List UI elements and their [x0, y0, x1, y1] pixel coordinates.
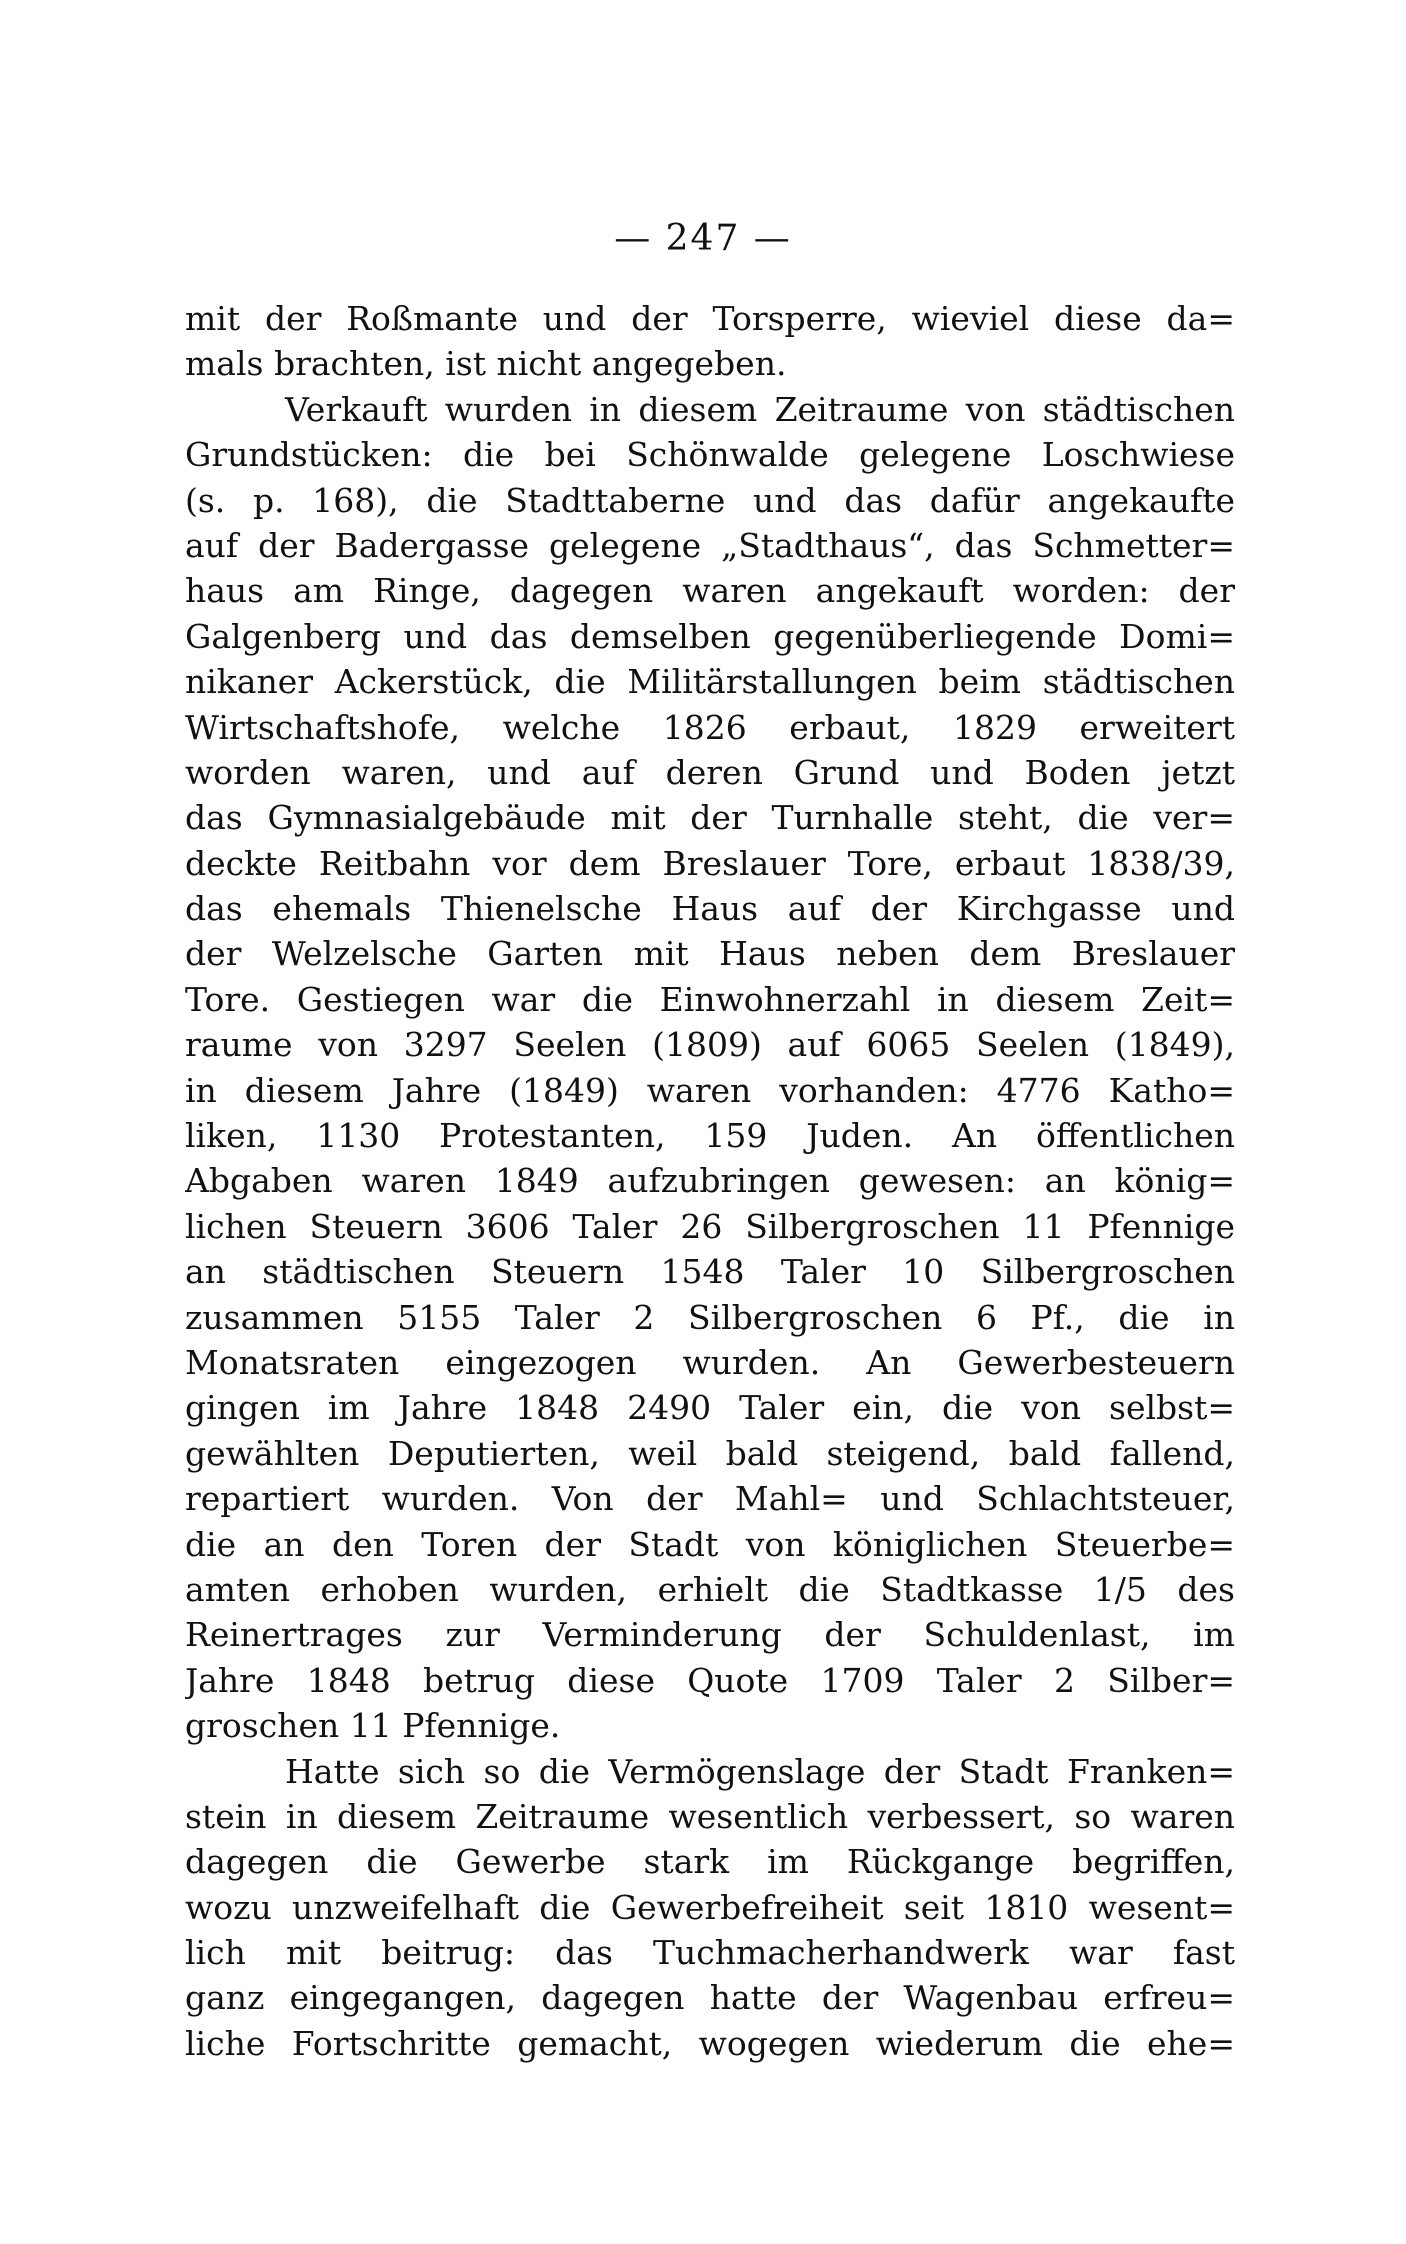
- text-line: nikaner Ackerstück, die Militärstallungen beim städtischen: [185, 662, 1235, 702]
- text-line: Monatsraten eingezogen wurden. An Gewerbesteuern: [185, 1342, 1235, 1382]
- text-line: der Welzelsche Garten mit Haus neben dem Breslauer: [185, 934, 1235, 974]
- text-line: groschen 11 Pfennige.: [185, 1706, 561, 1746]
- text-line: stein in diesem Zeitraume wesentlich verbessert, so waren: [185, 1796, 1235, 1836]
- text-line: gingen im Jahre 1848 2490 Taler ein, die von selbst=: [185, 1388, 1235, 1428]
- text-line: das Gymnasialgebäude mit der Turnhalle steht, die ver=: [185, 798, 1235, 838]
- text-line: amten erhoben wurden, erhielt die Stadtkasse 1/5 des: [185, 1569, 1235, 1609]
- text-line: raume von 3297 Seelen (1809) auf 6065 Seelen (1849),: [185, 1025, 1235, 1065]
- text-line: mit der Roßmante und der Torsperre, wieviel diese da=: [185, 299, 1235, 338]
- text-line: worden waren, und auf deren Grund und Boden jetzt: [185, 752, 1235, 792]
- text-line: deckte Reitbahn vor dem Breslauer Tore, erbaut 1838/39,: [185, 843, 1235, 883]
- paragraph-start-line: Hatte sich so die Vermögenslage der Stadt Franken=: [285, 1751, 1235, 1791]
- text-line: repartiert wurden. Von der Mahl= und Schlachtsteuer,: [185, 1479, 1235, 1519]
- text-line: Wirtschaftshofe, welche 1826 erbaut, 1829 erweitert: [185, 707, 1235, 747]
- text-line: Jahre 1848 betrug diese Quote 1709 Taler 2 Silber=: [185, 1660, 1235, 1700]
- text-line: das ehemals Thienelsche Haus auf der Kirchgasse und: [185, 889, 1235, 929]
- body-text: [185, 296, 1235, 2066]
- page-number: — 247 —: [614, 218, 792, 259]
- text-line: ganz eingegangen, dagegen hatte der Wagenbau erfreu=: [185, 1978, 1235, 2018]
- text-line: die an den Toren der Stadt von königlichen Steuerbe=: [185, 1524, 1235, 1564]
- text-line: lich mit beitrug: das Tuchmacherhandwerk war fast: [185, 1933, 1235, 1973]
- text-line: wozu unzweifelhaft die Gewerbefreiheit seit 1810 wesent=: [185, 1887, 1235, 1927]
- text-line: in diesem Jahre (1849) waren vorhanden: 4776 Katho=: [185, 1070, 1235, 1110]
- text-line: Abgaben waren 1849 aufzubringen gewesen: an könig=: [185, 1161, 1235, 1201]
- text-line: Reinertrages zur Verminderung der Schuldenlast, im: [185, 1615, 1235, 1655]
- text-line: liche Fortschritte gemacht, wogegen wiederum die ehe=: [185, 2023, 1235, 2063]
- text-line: liken, 1130 Protestanten, 159 Juden. An öffentlichen: [185, 1116, 1235, 1156]
- text-line: haus am Ringe, dagegen waren angekauft worden: der: [185, 571, 1235, 611]
- text-line: Galgenberg und das demselben gegenüberliegende Domi=: [185, 616, 1235, 656]
- text-line: auf der Badergasse gelegene „Stadthaus“, das Schmetter=: [185, 525, 1235, 565]
- text-line: zusammen 5155 Taler 2 Silbergroschen 6 Pf., die in: [185, 1297, 1235, 1337]
- text-line: (s. p. 168), die Stadttaberne und das dafür angekaufte: [185, 480, 1235, 520]
- text-line: mals brachten, ist nicht angegeben.: [185, 344, 787, 384]
- text-line: Tore. Gestiegen war die Einwohnerzahl in diesem Zeit=: [185, 979, 1235, 1019]
- text-line: dagegen die Gewerbe stark im Rückgange begriffen,: [185, 1842, 1235, 1882]
- text-line: gewählten Deputierten, weil bald steigend, bald fallend,: [185, 1433, 1235, 1473]
- text-line: lichen Steuern 3606 Taler 26 Silbergroschen 11 Pfennige: [185, 1206, 1235, 1246]
- paragraph-start-line: Verkauft wurden in diesem Zeitraume von städtischen: [285, 389, 1235, 429]
- text-line: an städtischen Steuern 1548 Taler 10 Silbergroschen: [185, 1252, 1235, 1292]
- text-line: Grundstücken: die bei Schönwalde gelegene Loschwiese: [185, 435, 1235, 475]
